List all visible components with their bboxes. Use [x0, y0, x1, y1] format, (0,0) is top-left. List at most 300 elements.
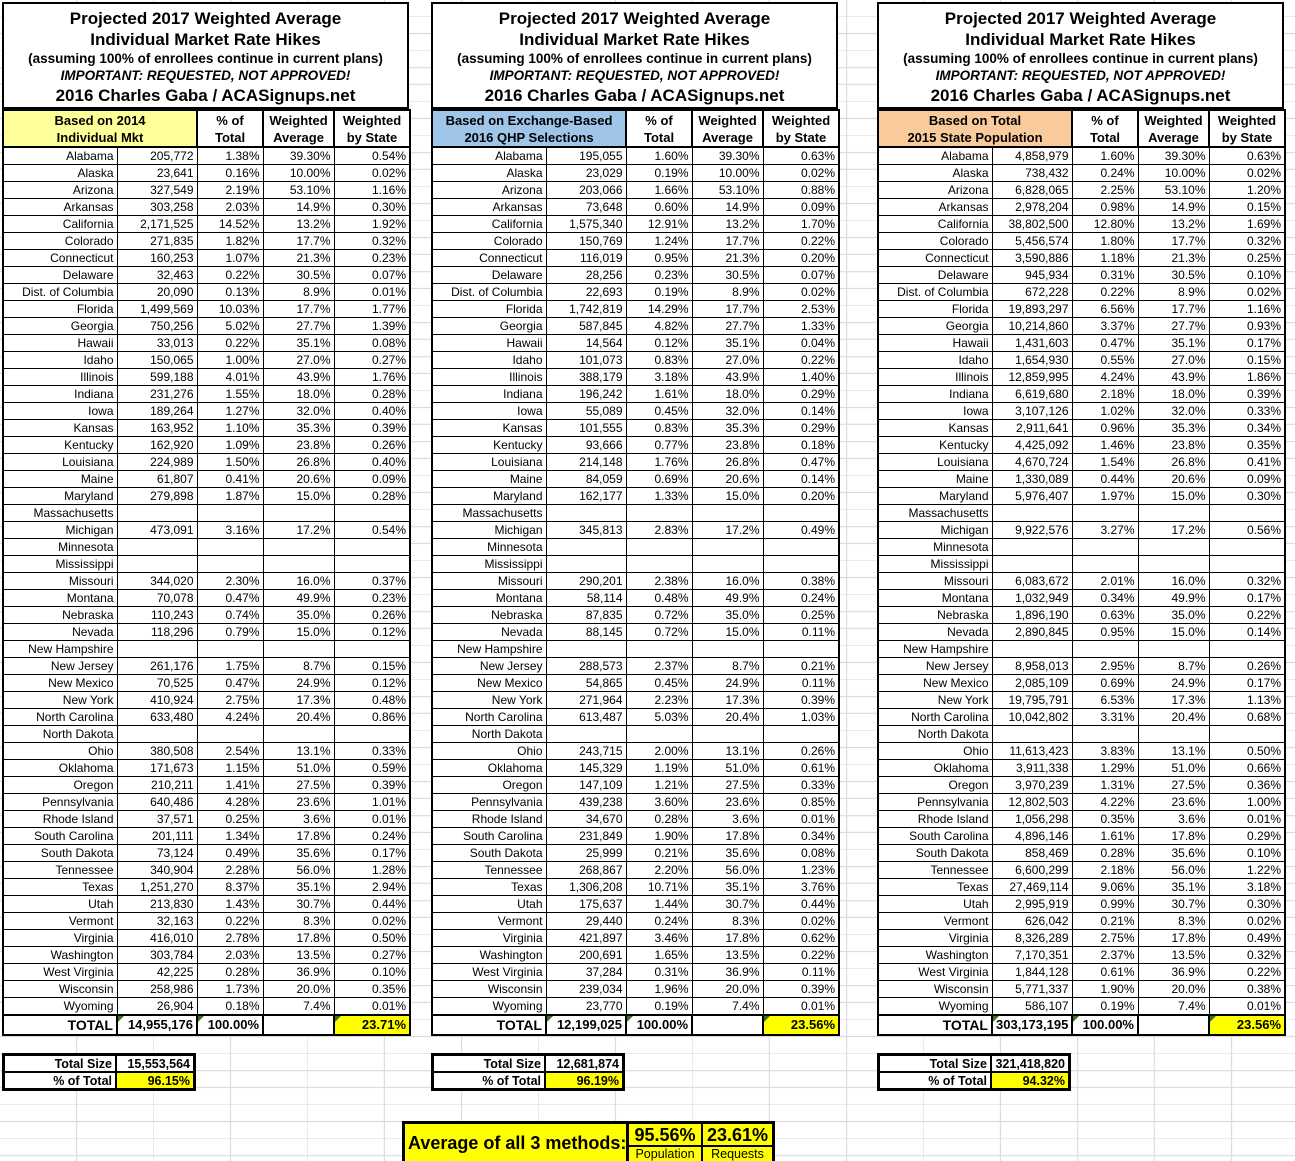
weighted-by-state-cell[interactable]: [763, 539, 839, 556]
value-cell[interactable]: 279,898: [117, 488, 197, 505]
value-cell[interactable]: 416,010: [117, 930, 197, 947]
weighted-average-cell[interactable]: 8.9%: [263, 284, 334, 301]
state-cell[interactable]: Florida: [3, 301, 117, 318]
weighted-by-state-cell[interactable]: 0.01%: [763, 998, 839, 1016]
pct-of-total-cell[interactable]: 1.27%: [197, 403, 263, 420]
state-cell[interactable]: Illinois: [432, 369, 546, 386]
pct-of-total-cell[interactable]: [197, 539, 263, 556]
value-cell[interactable]: 6,828,065: [992, 182, 1072, 199]
weighted-by-state-cell[interactable]: 0.01%: [763, 811, 839, 828]
pct-of-total-cell[interactable]: 0.72%: [626, 607, 692, 624]
state-cell[interactable]: Wisconsin: [3, 981, 117, 998]
state-cell[interactable]: North Carolina: [432, 709, 546, 726]
value-cell[interactable]: 388,179: [546, 369, 626, 386]
pct-of-total-cell[interactable]: 0.19%: [626, 284, 692, 301]
weighted-average-cell[interactable]: 26.8%: [1138, 454, 1209, 471]
value-cell[interactable]: 210,211: [117, 777, 197, 794]
weighted-average-cell[interactable]: 3.6%: [692, 811, 763, 828]
state-cell[interactable]: Tennessee: [432, 862, 546, 879]
state-cell[interactable]: Iowa: [3, 403, 117, 420]
state-cell[interactable]: West Virginia: [3, 964, 117, 981]
pct-of-total-cell[interactable]: 2.28%: [197, 862, 263, 879]
value-cell[interactable]: 196,242: [546, 386, 626, 403]
value-cell[interactable]: 34,670: [546, 811, 626, 828]
weighted-by-state-cell[interactable]: 1.03%: [763, 709, 839, 726]
pct-of-total-cell[interactable]: 1.38%: [197, 147, 263, 165]
pct-of-total-cell[interactable]: 1.07%: [197, 250, 263, 267]
value-cell[interactable]: 258,986: [117, 981, 197, 998]
weighted-by-state-cell[interactable]: 0.29%: [763, 386, 839, 403]
weighted-by-state-cell[interactable]: 0.39%: [1209, 386, 1285, 403]
weighted-by-state-cell[interactable]: 0.04%: [763, 335, 839, 352]
weighted-by-state-cell[interactable]: 0.27%: [334, 947, 410, 964]
weighted-average-cell[interactable]: 8.3%: [263, 913, 334, 930]
value-cell[interactable]: 239,034: [546, 981, 626, 998]
value-cell[interactable]: 145,329: [546, 760, 626, 777]
weighted-average-cell[interactable]: 7.4%: [1138, 998, 1209, 1016]
state-cell[interactable]: South Carolina: [878, 828, 992, 845]
pct-of-total-cell[interactable]: 1.90%: [1072, 981, 1138, 998]
value-cell[interactable]: 70,525: [117, 675, 197, 692]
weighted-average-cell[interactable]: 35.1%: [263, 879, 334, 896]
weighted-by-state-cell[interactable]: 0.01%: [1209, 811, 1285, 828]
pct-of-total-cell[interactable]: 0.74%: [197, 607, 263, 624]
state-cell[interactable]: Colorado: [3, 233, 117, 250]
pct-of-total-cell[interactable]: 0.45%: [626, 403, 692, 420]
weighted-by-state-cell[interactable]: 0.26%: [763, 743, 839, 760]
weighted-by-state-cell[interactable]: 1.40%: [763, 369, 839, 386]
total-size-value-cell[interactable]: 12,681,874: [545, 1055, 623, 1072]
state-cell[interactable]: Georgia: [432, 318, 546, 335]
weighted-average-cell[interactable]: 56.0%: [692, 862, 763, 879]
weighted-by-state-cell[interactable]: 0.54%: [334, 147, 410, 165]
state-cell[interactable]: Louisiana: [3, 454, 117, 471]
state-cell[interactable]: California: [878, 216, 992, 233]
pct-of-total-cell[interactable]: 0.47%: [197, 590, 263, 607]
state-cell[interactable]: Oregon: [878, 777, 992, 794]
weighted-average-cell[interactable]: [692, 556, 763, 573]
weighted-by-state-cell[interactable]: [763, 556, 839, 573]
weighted-average-cell[interactable]: 35.3%: [692, 420, 763, 437]
state-cell[interactable]: New Hampshire: [3, 641, 117, 658]
state-cell[interactable]: Vermont: [3, 913, 117, 930]
state-cell[interactable]: Texas: [3, 879, 117, 896]
weighted-by-state-cell[interactable]: 0.09%: [334, 471, 410, 488]
state-cell[interactable]: Rhode Island: [878, 811, 992, 828]
state-cell[interactable]: South Dakota: [878, 845, 992, 862]
pct-of-total-label-cell[interactable]: % of Total: [433, 1072, 545, 1089]
weighted-by-state-cell[interactable]: 0.18%: [763, 437, 839, 454]
state-cell[interactable]: Georgia: [3, 318, 117, 335]
value-cell[interactable]: 101,073: [546, 352, 626, 369]
pct-of-total-cell[interactable]: 2.95%: [1072, 658, 1138, 675]
weighted-by-state-cell[interactable]: 0.32%: [1209, 573, 1285, 590]
weighted-by-state-cell[interactable]: 0.22%: [763, 947, 839, 964]
weighted-average-cell[interactable]: 17.2%: [692, 522, 763, 539]
weighted-by-state-cell[interactable]: 1.92%: [334, 216, 410, 233]
state-cell[interactable]: New Mexico: [432, 675, 546, 692]
pct-of-total-cell[interactable]: 1.97%: [1072, 488, 1138, 505]
state-cell[interactable]: Kentucky: [3, 437, 117, 454]
weighted-by-state-cell[interactable]: 1.77%: [334, 301, 410, 318]
weighted-average-cell[interactable]: 23.8%: [1138, 437, 1209, 454]
pct-of-total-cell[interactable]: 0.72%: [626, 624, 692, 641]
weighted-by-state-cell[interactable]: 0.30%: [1209, 488, 1285, 505]
weighted-by-state-cell[interactable]: 1.69%: [1209, 216, 1285, 233]
weighted-by-state-cell[interactable]: 1.33%: [763, 318, 839, 335]
pct-of-total-cell[interactable]: 0.47%: [197, 675, 263, 692]
weighted-average-cell[interactable]: 43.9%: [692, 369, 763, 386]
total-weighted-by-state-cell[interactable]: 23.56%: [1209, 1015, 1285, 1035]
value-cell[interactable]: 162,177: [546, 488, 626, 505]
weighted-average-cell[interactable]: 3.6%: [263, 811, 334, 828]
weighted-average-cell[interactable]: 17.8%: [1138, 828, 1209, 845]
weighted-average-cell[interactable]: 3.6%: [1138, 811, 1209, 828]
weighted-average-cell[interactable]: 8.9%: [692, 284, 763, 301]
weighted-by-state-cell[interactable]: 0.36%: [1209, 777, 1285, 794]
pct-of-total-cell[interactable]: 1.80%: [1072, 233, 1138, 250]
weighted-average-cell[interactable]: 35.3%: [1138, 420, 1209, 437]
weighted-by-state-cell[interactable]: 0.40%: [334, 403, 410, 420]
weighted-by-state-cell[interactable]: 1.70%: [763, 216, 839, 233]
weighted-by-state-cell[interactable]: 0.62%: [763, 930, 839, 947]
weighted-average-cell[interactable]: [1138, 505, 1209, 522]
weighted-average-cell[interactable]: 13.5%: [692, 947, 763, 964]
weighted-by-state-cell[interactable]: 0.02%: [334, 913, 410, 930]
state-cell[interactable]: New Hampshire: [432, 641, 546, 658]
weighted-average-cell[interactable]: 27.0%: [263, 352, 334, 369]
weighted-by-state-cell[interactable]: 0.24%: [763, 590, 839, 607]
weighted-by-state-cell[interactable]: 1.86%: [1209, 369, 1285, 386]
state-cell[interactable]: New Jersey: [3, 658, 117, 675]
weighted-average-cell[interactable]: [1138, 539, 1209, 556]
state-cell[interactable]: New Mexico: [3, 675, 117, 692]
pct-of-total-cell[interactable]: 0.60%: [626, 199, 692, 216]
value-cell[interactable]: 203,066: [546, 182, 626, 199]
pct-of-total-cell[interactable]: 9.06%: [1072, 879, 1138, 896]
pct-of-total-cell[interactable]: 1.96%: [626, 981, 692, 998]
weighted-by-state-cell[interactable]: 0.07%: [334, 267, 410, 284]
value-cell[interactable]: 73,124: [117, 845, 197, 862]
weighted-average-cell[interactable]: 35.3%: [263, 420, 334, 437]
weighted-average-cell[interactable]: 10.00%: [1138, 165, 1209, 182]
value-cell[interactable]: 345,813: [546, 522, 626, 539]
pct-of-total-cell[interactable]: 1.00%: [197, 352, 263, 369]
pct-of-total-cell[interactable]: 0.19%: [1072, 998, 1138, 1016]
value-cell[interactable]: 5,456,574: [992, 233, 1072, 250]
state-cell[interactable]: Maine: [3, 471, 117, 488]
state-cell[interactable]: Mississippi: [878, 556, 992, 573]
state-cell[interactable]: New York: [878, 692, 992, 709]
weighted-average-cell[interactable]: 16.0%: [1138, 573, 1209, 590]
weighted-by-state-cell[interactable]: 0.22%: [763, 233, 839, 250]
weighted-by-state-cell[interactable]: 0.17%: [1209, 590, 1285, 607]
weighted-average-cell[interactable]: 27.7%: [1138, 318, 1209, 335]
weighted-by-state-cell[interactable]: 1.16%: [334, 182, 410, 199]
value-cell[interactable]: 3,107,126: [992, 403, 1072, 420]
state-cell[interactable]: Wyoming: [3, 998, 117, 1016]
pct-of-total-header[interactable]: % of Total: [197, 110, 263, 147]
weighted-by-state-cell[interactable]: 0.63%: [1209, 147, 1285, 165]
weighted-by-state-cell[interactable]: 0.27%: [334, 352, 410, 369]
weighted-by-state-cell[interactable]: 0.34%: [1209, 420, 1285, 437]
pct-of-total-cell[interactable]: 3.37%: [1072, 318, 1138, 335]
pct-of-total-header[interactable]: % of Total: [1072, 110, 1138, 147]
value-cell[interactable]: 162,920: [117, 437, 197, 454]
value-cell[interactable]: 22,693: [546, 284, 626, 301]
pct-of-total-cell[interactable]: 2.25%: [1072, 182, 1138, 199]
weighted-by-state-cell[interactable]: [334, 539, 410, 556]
weighted-average-cell[interactable]: 17.7%: [692, 233, 763, 250]
state-cell[interactable]: Utah: [3, 896, 117, 913]
state-cell[interactable]: Arkansas: [432, 199, 546, 216]
state-cell[interactable]: Massachusetts: [432, 505, 546, 522]
weighted-average-cell[interactable]: 27.7%: [263, 318, 334, 335]
weighted-by-state-cell[interactable]: 0.59%: [334, 760, 410, 777]
state-cell[interactable]: Missouri: [3, 573, 117, 590]
weighted-average-cell[interactable]: 17.7%: [263, 301, 334, 318]
weighted-by-state-cell[interactable]: 0.49%: [1209, 930, 1285, 947]
value-cell[interactable]: 633,480: [117, 709, 197, 726]
pct-of-total-cell[interactable]: 1.61%: [626, 386, 692, 403]
value-cell[interactable]: 2,085,109: [992, 675, 1072, 692]
weighted-average-cell[interactable]: 56.0%: [1138, 862, 1209, 879]
value-cell[interactable]: 201,111: [117, 828, 197, 845]
state-cell[interactable]: Maryland: [432, 488, 546, 505]
value-cell[interactable]: 1,844,128: [992, 964, 1072, 981]
value-cell[interactable]: 750,256: [117, 318, 197, 335]
weighted-by-state-cell[interactable]: 0.44%: [334, 896, 410, 913]
pct-of-total-cell[interactable]: 1.29%: [1072, 760, 1138, 777]
value-cell[interactable]: [117, 641, 197, 658]
pct-of-total-cell[interactable]: 0.34%: [1072, 590, 1138, 607]
state-cell[interactable]: South Carolina: [432, 828, 546, 845]
value-cell[interactable]: 4,670,724: [992, 454, 1072, 471]
state-cell[interactable]: Connecticut: [878, 250, 992, 267]
state-cell[interactable]: Idaho: [432, 352, 546, 369]
weighted-by-state-cell[interactable]: 0.47%: [763, 454, 839, 471]
value-cell[interactable]: 150,769: [546, 233, 626, 250]
pct-of-total-value-cell[interactable]: 96.19%: [545, 1072, 623, 1089]
weighted-average-cell[interactable]: [692, 726, 763, 743]
weighted-average-cell[interactable]: [1138, 641, 1209, 658]
weighted-by-state-cell[interactable]: 0.08%: [763, 845, 839, 862]
weighted-by-state-cell[interactable]: 0.02%: [763, 284, 839, 301]
state-cell[interactable]: Hawaii: [878, 335, 992, 352]
weighted-by-state-cell[interactable]: 0.29%: [1209, 828, 1285, 845]
pct-of-total-cell[interactable]: 2.01%: [1072, 573, 1138, 590]
weighted-by-state-cell[interactable]: 0.01%: [1209, 998, 1285, 1016]
state-cell[interactable]: Alaska: [878, 165, 992, 182]
pct-of-total-cell[interactable]: 1.18%: [1072, 250, 1138, 267]
value-cell[interactable]: 587,845: [546, 318, 626, 335]
pct-of-total-cell[interactable]: [1072, 539, 1138, 556]
weighted-average-cell[interactable]: 53.10%: [263, 182, 334, 199]
weighted-average-header[interactable]: Weighted Average: [1138, 110, 1209, 147]
weighted-average-cell[interactable]: 32.0%: [263, 403, 334, 420]
state-cell[interactable]: North Dakota: [432, 726, 546, 743]
state-cell[interactable]: Minnesota: [878, 539, 992, 556]
pct-of-total-cell[interactable]: 1.87%: [197, 488, 263, 505]
pct-of-total-value-cell[interactable]: 94.32%: [991, 1072, 1069, 1089]
value-cell[interactable]: 1,251,270: [117, 879, 197, 896]
pct-of-total-cell[interactable]: 0.22%: [197, 335, 263, 352]
state-cell[interactable]: Florida: [432, 301, 546, 318]
weighted-by-state-cell[interactable]: 0.26%: [334, 607, 410, 624]
weighted-average-cell[interactable]: 13.1%: [263, 743, 334, 760]
weighted-average-cell[interactable]: 17.3%: [692, 692, 763, 709]
weighted-average-cell[interactable]: 8.7%: [263, 658, 334, 675]
total-weighted-by-state-cell[interactable]: 23.56%: [763, 1015, 839, 1035]
weighted-by-state-header[interactable]: Weighted by State: [334, 110, 410, 147]
value-cell[interactable]: [546, 556, 626, 573]
value-cell[interactable]: 261,176: [117, 658, 197, 675]
state-cell[interactable]: Connecticut: [3, 250, 117, 267]
pct-of-total-cell[interactable]: 2.75%: [197, 692, 263, 709]
value-cell[interactable]: 195,055: [546, 147, 626, 165]
total-size-value-cell[interactable]: 321,418,820: [991, 1055, 1069, 1072]
weighted-by-state-cell[interactable]: [334, 726, 410, 743]
value-cell[interactable]: 288,573: [546, 658, 626, 675]
weighted-by-state-cell[interactable]: 0.22%: [763, 352, 839, 369]
weighted-by-state-cell[interactable]: 0.14%: [1209, 624, 1285, 641]
weighted-by-state-cell[interactable]: 1.39%: [334, 318, 410, 335]
state-cell[interactable]: California: [432, 216, 546, 233]
weighted-by-state-cell[interactable]: 1.28%: [334, 862, 410, 879]
state-cell[interactable]: Montana: [432, 590, 546, 607]
pct-of-total-cell[interactable]: 1.02%: [1072, 403, 1138, 420]
weighted-by-state-cell[interactable]: 0.12%: [334, 624, 410, 641]
total-value-cell[interactable]: 303,173,195: [992, 1015, 1072, 1035]
state-cell[interactable]: South Dakota: [3, 845, 117, 862]
value-cell[interactable]: 7,170,351: [992, 947, 1072, 964]
pct-of-total-cell[interactable]: 4.24%: [1072, 369, 1138, 386]
weighted-average-cell[interactable]: 17.7%: [263, 233, 334, 250]
state-cell[interactable]: Oklahoma: [432, 760, 546, 777]
pct-of-total-cell[interactable]: [197, 726, 263, 743]
value-cell[interactable]: 271,964: [546, 692, 626, 709]
weighted-average-cell[interactable]: 21.3%: [263, 250, 334, 267]
total-size-label-cell[interactable]: Total Size: [433, 1055, 545, 1072]
weighted-average-cell[interactable]: 53.10%: [1138, 182, 1209, 199]
weighted-average-cell[interactable]: 27.0%: [692, 352, 763, 369]
pct-of-total-cell[interactable]: 3.16%: [197, 522, 263, 539]
value-cell[interactable]: 200,691: [546, 947, 626, 964]
pct-of-total-cell[interactable]: 0.98%: [1072, 199, 1138, 216]
pct-of-total-cell[interactable]: 0.41%: [197, 471, 263, 488]
state-cell[interactable]: Nebraska: [878, 607, 992, 624]
state-cell[interactable]: Illinois: [3, 369, 117, 386]
weighted-by-state-cell[interactable]: 0.24%: [334, 828, 410, 845]
weighted-by-state-cell[interactable]: 0.54%: [334, 522, 410, 539]
pct-of-total-cell[interactable]: 10.71%: [626, 879, 692, 896]
pct-of-total-cell[interactable]: 1.46%: [1072, 437, 1138, 454]
pct-of-total-cell[interactable]: 0.79%: [197, 624, 263, 641]
state-cell[interactable]: Virginia: [432, 930, 546, 947]
pct-of-total-cell[interactable]: 0.12%: [626, 335, 692, 352]
weighted-average-cell[interactable]: 17.2%: [263, 522, 334, 539]
state-cell[interactable]: Washington: [3, 947, 117, 964]
weighted-average-cell[interactable]: 17.8%: [1138, 930, 1209, 947]
weighted-by-state-cell[interactable]: 0.10%: [1209, 267, 1285, 284]
weighted-average-cell[interactable]: [1138, 556, 1209, 573]
pct-of-total-cell[interactable]: 0.63%: [1072, 607, 1138, 624]
state-cell[interactable]: Louisiana: [878, 454, 992, 471]
weighted-by-state-cell[interactable]: 0.17%: [334, 845, 410, 862]
weighted-average-cell[interactable]: 23.8%: [263, 437, 334, 454]
weighted-average-cell[interactable]: 18.0%: [1138, 386, 1209, 403]
value-cell[interactable]: 23,029: [546, 165, 626, 182]
total-empty-cell[interactable]: [1138, 1015, 1209, 1035]
state-cell[interactable]: Dist. of Columbia: [878, 284, 992, 301]
weighted-by-state-header[interactable]: Weighted by State: [763, 110, 839, 147]
pct-of-total-cell[interactable]: 1.76%: [626, 454, 692, 471]
weighted-average-cell[interactable]: 13.5%: [263, 947, 334, 964]
value-cell[interactable]: 19,795,791: [992, 692, 1072, 709]
state-cell[interactable]: Michigan: [878, 522, 992, 539]
state-cell[interactable]: Washington: [432, 947, 546, 964]
pct-of-total-cell[interactable]: 5.03%: [626, 709, 692, 726]
value-cell[interactable]: 586,107: [992, 998, 1072, 1016]
weighted-by-state-cell[interactable]: 0.61%: [763, 760, 839, 777]
pct-of-total-cell[interactable]: 12.91%: [626, 216, 692, 233]
pct-of-total-cell[interactable]: 1.55%: [197, 386, 263, 403]
state-cell[interactable]: Indiana: [432, 386, 546, 403]
weighted-average-cell[interactable]: 8.3%: [692, 913, 763, 930]
state-cell[interactable]: Ohio: [432, 743, 546, 760]
total-empty-cell[interactable]: [263, 1015, 334, 1035]
weighted-by-state-cell[interactable]: 0.32%: [1209, 233, 1285, 250]
weighted-average-cell[interactable]: 20.6%: [1138, 471, 1209, 488]
weighted-average-cell[interactable]: 15.0%: [692, 488, 763, 505]
total-value-cell[interactable]: 14,955,176: [117, 1015, 197, 1035]
pct-of-total-cell[interactable]: 2.18%: [1072, 862, 1138, 879]
state-cell[interactable]: Maine: [878, 471, 992, 488]
weighted-by-state-cell[interactable]: 0.02%: [763, 165, 839, 182]
pct-of-total-cell[interactable]: 12.80%: [1072, 216, 1138, 233]
weighted-by-state-cell[interactable]: 1.23%: [763, 862, 839, 879]
state-cell[interactable]: Colorado: [432, 233, 546, 250]
value-cell[interactable]: 37,571: [117, 811, 197, 828]
value-cell[interactable]: 1,330,089: [992, 471, 1072, 488]
pct-of-total-cell[interactable]: 2.18%: [1072, 386, 1138, 403]
value-cell[interactable]: 4,425,092: [992, 437, 1072, 454]
value-cell[interactable]: 26,904: [117, 998, 197, 1016]
weighted-average-cell[interactable]: 27.7%: [692, 318, 763, 335]
pct-of-total-cell[interactable]: 4.01%: [197, 369, 263, 386]
value-cell[interactable]: 101,555: [546, 420, 626, 437]
value-cell[interactable]: 613,487: [546, 709, 626, 726]
weighted-by-state-cell[interactable]: 1.22%: [1209, 862, 1285, 879]
value-cell[interactable]: [546, 505, 626, 522]
pct-of-total-cell[interactable]: 1.75%: [197, 658, 263, 675]
state-cell[interactable]: Arkansas: [878, 199, 992, 216]
weighted-by-state-cell[interactable]: 0.40%: [334, 454, 410, 471]
weighted-average-cell[interactable]: 20.4%: [692, 709, 763, 726]
weighted-by-state-cell[interactable]: 0.39%: [763, 981, 839, 998]
state-cell[interactable]: Connecticut: [432, 250, 546, 267]
state-cell[interactable]: Minnesota: [3, 539, 117, 556]
weighted-by-state-cell[interactable]: [1209, 505, 1285, 522]
pct-of-total-cell[interactable]: 2.38%: [626, 573, 692, 590]
pct-of-total-cell[interactable]: 4.28%: [197, 794, 263, 811]
value-cell[interactable]: 25,999: [546, 845, 626, 862]
weighted-average-cell[interactable]: 16.0%: [692, 573, 763, 590]
weighted-average-cell[interactable]: 17.3%: [263, 692, 334, 709]
weighted-by-state-cell[interactable]: 0.50%: [1209, 743, 1285, 760]
value-cell[interactable]: 327,549: [117, 182, 197, 199]
weighted-by-state-cell[interactable]: 0.01%: [334, 998, 410, 1016]
